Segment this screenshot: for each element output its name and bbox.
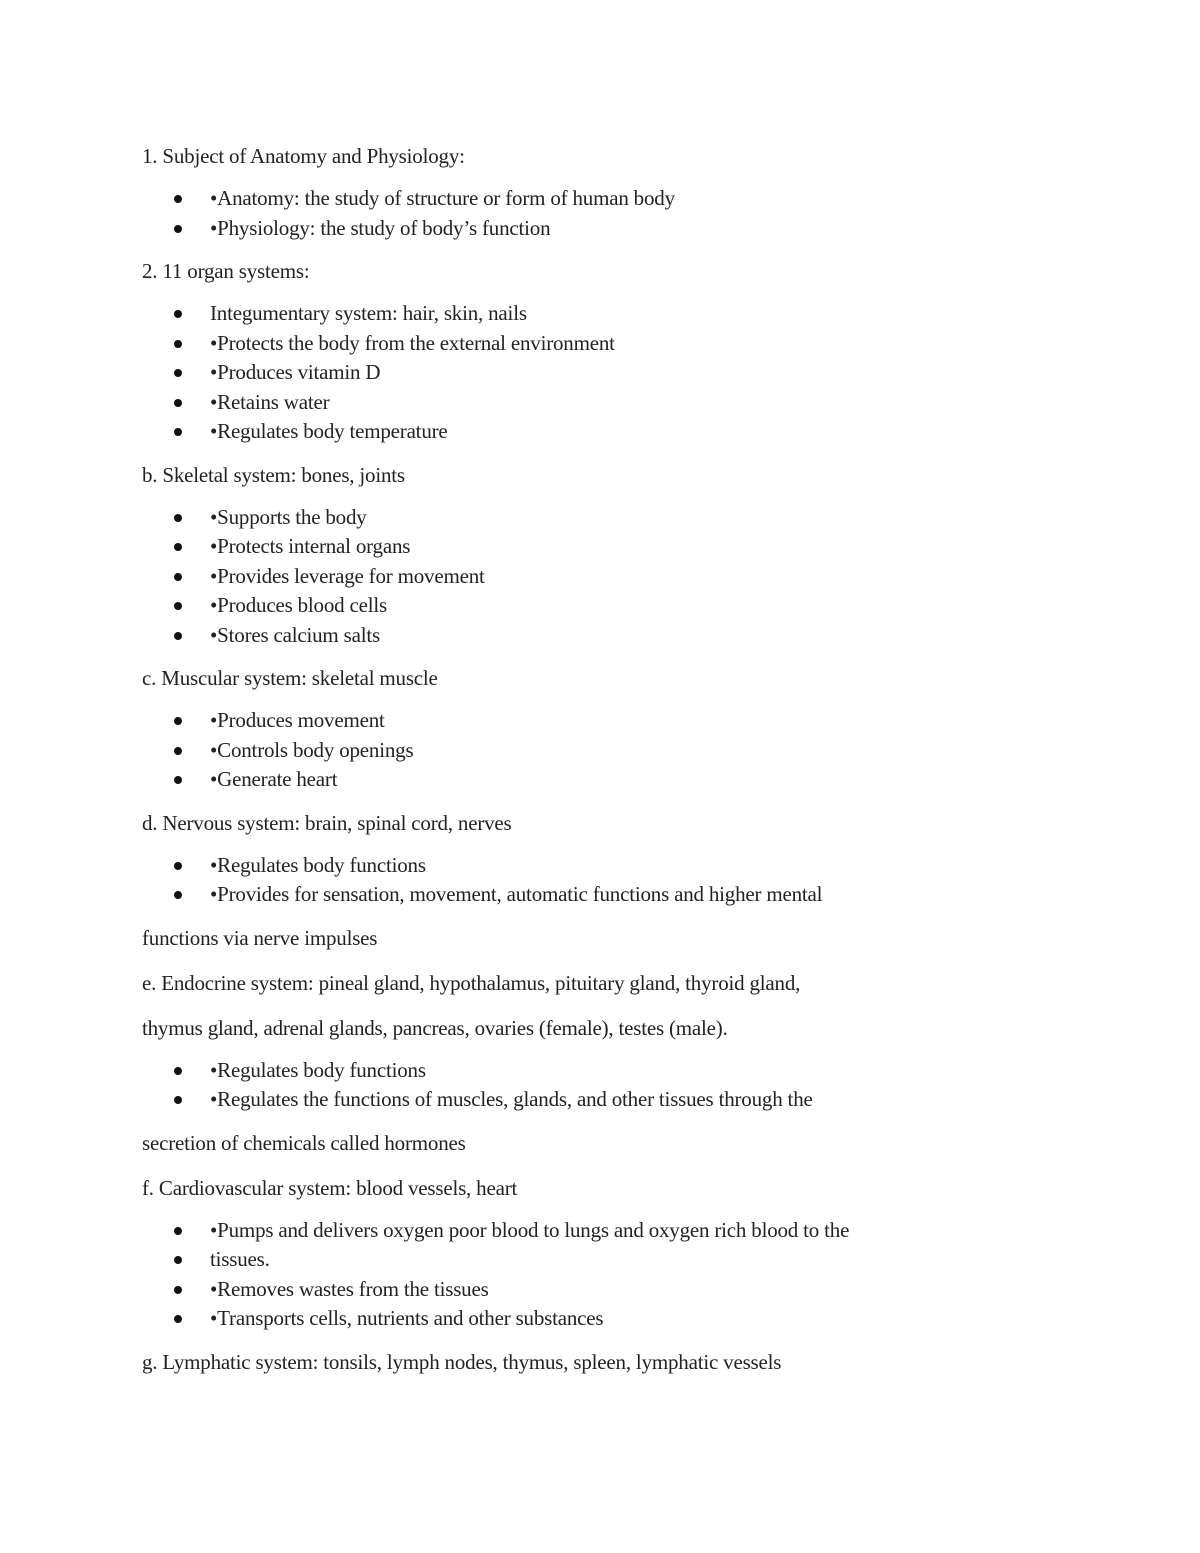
list-item-text: •Regulates body functions: [210, 852, 426, 877]
bullet-icon: [174, 602, 182, 610]
list-item: [142, 880, 1042, 910]
bullet-icon: [174, 225, 182, 233]
bullet-icon: [174, 573, 182, 581]
paragraph: secretion of chemicals called hormones: [142, 1130, 466, 1155]
bullet-icon: [174, 717, 182, 725]
list-item-text: •Pumps and delivers oxygen poor blood to lungs and oxygen rich blood to the: [210, 1217, 850, 1242]
bullet-list: [142, 184, 1042, 243]
bullet-list: [142, 851, 1042, 910]
paragraph: thymus gland, adrenal glands, pancreas, ovaries (female), testes (male).: [142, 1015, 728, 1040]
list-item: [142, 1245, 1042, 1275]
document-body: [142, 140, 1042, 1379]
bullet-icon: [174, 195, 182, 203]
list-item: [142, 388, 1042, 418]
bullet-list: [142, 1056, 1042, 1115]
list-item-text: •Regulates body functions: [210, 1057, 426, 1082]
list-item: [142, 417, 1042, 447]
bullet-icon: [174, 428, 182, 436]
list-item: [142, 214, 1042, 244]
list-item-text: •Regulates body temperature: [210, 419, 448, 443]
list-item: [142, 706, 1042, 736]
list-item-text: •Controls body openings: [210, 737, 414, 762]
bullet-icon: [174, 310, 182, 318]
bullet-icon: [174, 1227, 182, 1235]
paragraph: 1. Subject of Anatomy and Physiology:: [142, 144, 465, 168]
bullet-icon: [174, 776, 182, 784]
paragraph: 2. 11 organ systems:: [142, 259, 310, 283]
list-item-text: •Transports cells, nutrients and other substances: [210, 1306, 604, 1330]
list-item: [142, 851, 1042, 881]
list-item: [142, 329, 1042, 359]
list-item: [142, 591, 1042, 621]
list-item: [142, 621, 1042, 651]
list-item: [142, 358, 1042, 388]
list-item: [142, 299, 1042, 329]
bullet-icon: [174, 862, 182, 870]
list-item-text: •Supports the body: [210, 504, 367, 529]
bullet-list: [142, 706, 1042, 795]
list-item-text: •Produces movement: [210, 708, 385, 732]
list-item: [142, 1216, 1042, 1246]
bullet-icon: [174, 1315, 182, 1323]
list-item-text: •Generate heart: [210, 767, 338, 791]
list-item-text: •Provides for sensation, movement, automatic functions and higher mental: [210, 882, 823, 906]
paragraph: c. Muscular system: skeletal muscle: [142, 666, 438, 690]
list-item: [142, 532, 1042, 562]
paragraph: d. Nervous system: brain, spinal cord, nerves: [142, 810, 512, 835]
list-item: [142, 1085, 1042, 1115]
list-item-text: •Retains water: [210, 389, 330, 414]
list-item-text: •Regulates the functions of muscles, glands, and other tissues through the: [210, 1087, 813, 1111]
paragraph: b. Skeletal system: bones, joints: [142, 462, 405, 487]
paragraph: functions via nerve impulses: [142, 925, 378, 950]
paragraph: g. Lymphatic system: tonsils, lymph nodes, thymus, spleen, lymphatic vessels: [142, 1349, 782, 1374]
bullet-icon: [174, 632, 182, 640]
list-item-text: Integumentary system: hair, skin, nails: [210, 301, 527, 325]
list-item: [142, 1304, 1042, 1334]
bullet-icon: [174, 747, 182, 755]
bullet-list: [142, 299, 1042, 447]
paragraph: f. Cardiovascular system: blood vessels, heart: [142, 1175, 518, 1200]
paragraph: e. Endocrine system: pineal gland, hypothalamus, pituitary gland, thyroid gland,: [142, 970, 801, 995]
bullet-icon: [174, 369, 182, 377]
list-item-text: •Protects internal organs: [210, 534, 411, 558]
list-item-text: •Removes wastes from the tissues: [210, 1276, 489, 1301]
bullet-icon: [174, 1256, 182, 1264]
list-item-text: tissues.: [210, 1247, 270, 1271]
list-item: [142, 1275, 1042, 1305]
list-item: [142, 562, 1042, 592]
list-item: [142, 736, 1042, 766]
bullet-icon: [174, 1067, 182, 1075]
list-item-text: •Provides leverage for movement: [210, 563, 485, 588]
bullet-icon: [174, 399, 182, 407]
list-item: [142, 184, 1042, 214]
list-item: [142, 765, 1042, 795]
list-item-text: •Produces vitamin D: [210, 360, 381, 384]
list-item-text: •Stores calcium salts: [210, 622, 380, 647]
bullet-icon: [174, 514, 182, 522]
list-item-text: •Produces blood cells: [210, 593, 387, 617]
bullet-icon: [174, 891, 182, 899]
bullet-icon: [174, 1096, 182, 1104]
list-item-text: •Protects the body from the external environment: [210, 330, 615, 355]
bullet-icon: [174, 1286, 182, 1294]
bullet-list: [142, 1216, 1042, 1334]
list-item: [142, 1056, 1042, 1086]
bullet-list: [142, 503, 1042, 651]
bullet-icon: [174, 543, 182, 551]
list-item-text: •Physiology: the study of body’s function: [210, 215, 551, 240]
list-item: [142, 503, 1042, 533]
bullet-icon: [174, 340, 182, 348]
list-item-text: •Anatomy: the study of structure or form of human body: [210, 186, 675, 210]
